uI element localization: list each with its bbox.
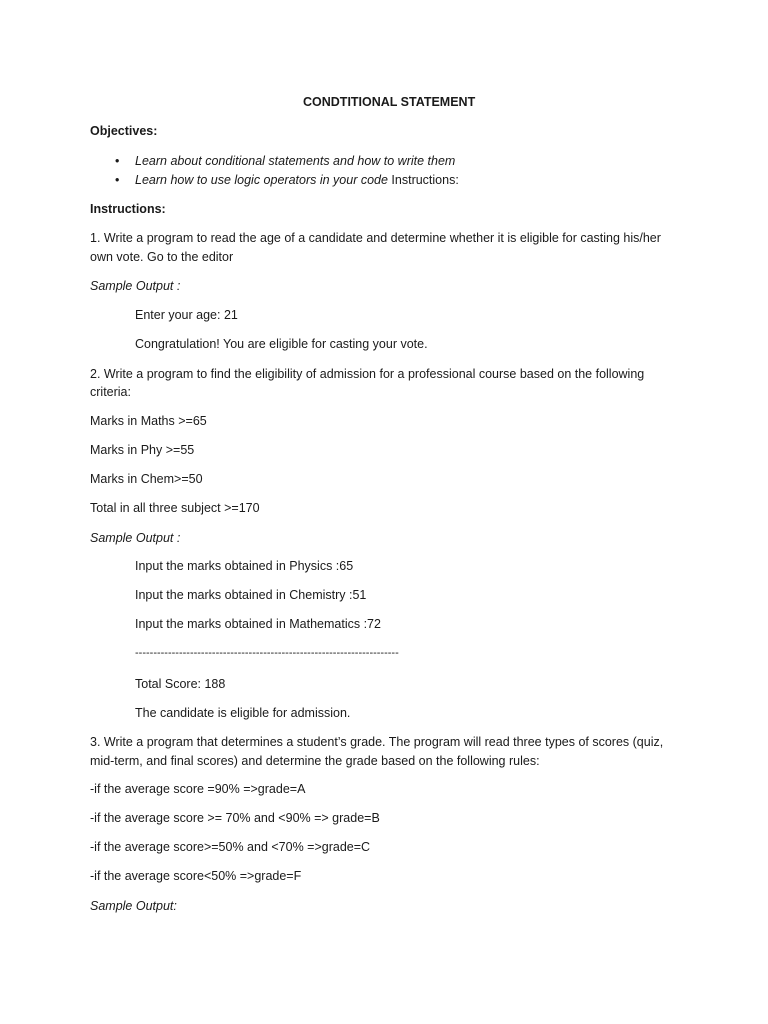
sample-output-label: Sample Output : <box>90 531 181 545</box>
problem-2-output-line: The candidate is eligible for admission. <box>135 706 351 720</box>
problem-1-output-line: Congratulation! You are eligible for casting your vote. <box>135 337 428 351</box>
objective-item-trailing: Instructions: <box>391 173 459 187</box>
problem-2-text-line2: criteria: <box>90 385 131 399</box>
objective-item: Learn about conditional statements and how to write them <box>135 154 456 168</box>
problem-1-output-line: Enter your age: 21 <box>135 308 238 322</box>
grade-rule: -if the average score>=50% and <70% =>grade=C <box>90 840 371 854</box>
objectives-heading: Objectives: <box>90 124 158 138</box>
problem-2-output-line: Input the marks obtained in Chemistry :51 <box>135 588 367 602</box>
criteria-line: Marks in Phy >=55 <box>90 443 195 457</box>
problem-3-text-line2: mid-term, and final scores) and determine the grade based on the following rules: <box>90 754 540 768</box>
problem-3-text-line1: 3. Write a program that determines a student’s grade. The program will read three types of scores (quiz, <box>90 735 664 749</box>
criteria-line: Marks in Chem>=50 <box>90 472 203 486</box>
problem-2-output-line: Total Score: 188 <box>135 677 226 691</box>
problem-2-output-line: Input the marks obtained in Mathematics :72 <box>135 617 381 631</box>
criteria-line: Marks in Maths >=65 <box>90 414 207 428</box>
sample-output-label: Sample Output : <box>90 279 181 293</box>
sample-output-label: Sample Output: <box>90 899 177 913</box>
document-title: CONDTITIONAL STATEMENT <box>303 95 476 109</box>
problem-2-output-line: Input the marks obtained in Physics :65 <box>135 559 354 573</box>
problem-1-text-line2: own vote. Go to the editor <box>90 250 234 264</box>
grade-rule: -if the average score =90% =>grade=A <box>90 782 306 796</box>
problem-2-text-line1: 2. Write a program to find the eligibility of admission for a professional course based on the following <box>90 367 645 381</box>
bullet-icon: • <box>115 154 120 168</box>
bullet-icon: • <box>115 173 120 187</box>
problem-2-output-separator: ------------------------------------------------------------------------ <box>135 647 399 659</box>
criteria-line: Total in all three subject >=170 <box>90 501 260 515</box>
grade-rule: -if the average score<50% =>grade=F <box>90 869 302 883</box>
instructions-heading: Instructions: <box>90 202 166 216</box>
problem-1-text-line1: 1. Write a program to read the age of a candidate and determine whether it is eligible for casting his/her <box>90 231 661 245</box>
objective-item <box>135 172 459 188</box>
grade-rule: -if the average score >= 70% and <90% => grade=B <box>90 811 380 825</box>
objective-item-text: Learn how to use logic operators in your code <box>135 173 388 187</box>
